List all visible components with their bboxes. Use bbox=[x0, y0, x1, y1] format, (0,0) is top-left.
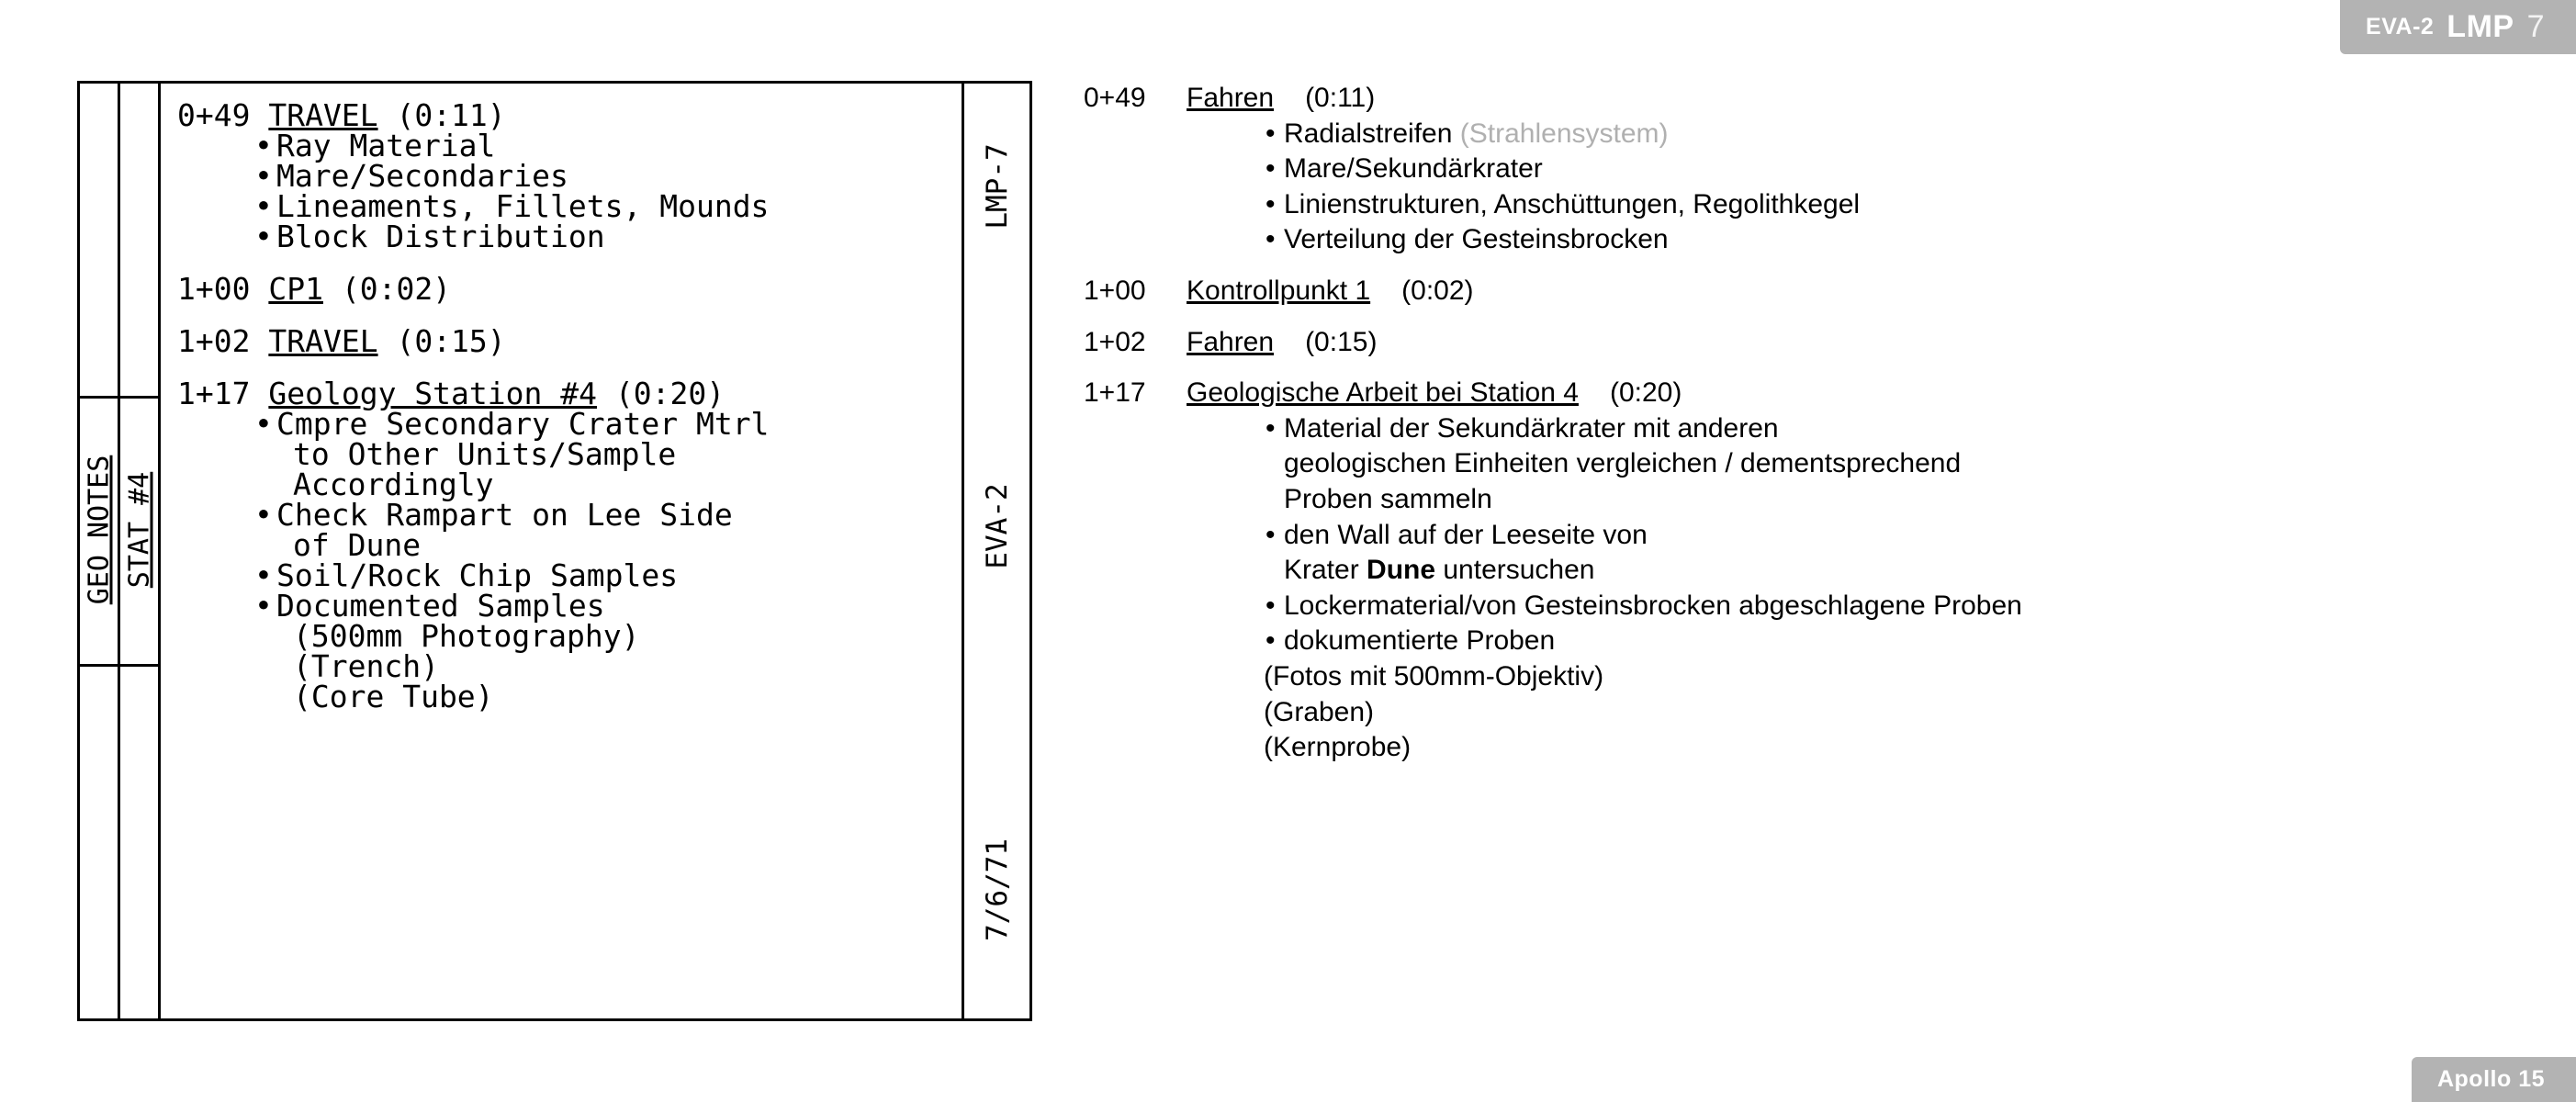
footer-tag-mission-label: Apollo 15 bbox=[2436, 1066, 2545, 1092]
translation-item: • Linienstrukturen, Anschüttungen, Regolithkegel bbox=[1084, 189, 2516, 220]
translation-item: • Material der Sekundärkrater mit anderen bbox=[1084, 413, 2516, 444]
translation-item-note: (Strahlensystem) bbox=[1459, 118, 1669, 149]
translation-item-cont: Proben sammeln bbox=[1284, 483, 1492, 514]
translation-block-time: 1+00 bbox=[1084, 275, 1146, 306]
cuff-label-station: STAT #4 bbox=[123, 471, 155, 589]
cuff-item-cont: of Dune bbox=[293, 527, 422, 563]
translation-item-emphasis: Dune bbox=[1367, 555, 1436, 586]
cuff-block-duration: (0:11) bbox=[396, 97, 506, 133]
translation-block-title: Geologische Arbeit bei Station 4 bbox=[1187, 377, 1579, 409]
translation-item: • Lockermaterial/von Gesteinsbrocken abgeschlagene Proben bbox=[1084, 590, 2516, 622]
cuff-item: • Block Distribution bbox=[177, 221, 962, 252]
header-tag-eva2-lmp bbox=[2340, 0, 2576, 54]
translation-item-text: Radialstreifen bbox=[1284, 118, 1453, 149]
translation-item-plain: (Fotos mit 500mm-Objektiv) bbox=[1264, 660, 1604, 692]
translation-block-header bbox=[1084, 377, 2516, 409]
translation-block-header bbox=[1084, 327, 2516, 358]
cuff-block-items bbox=[177, 130, 962, 252]
translation-item-cont bbox=[1084, 555, 2516, 586]
cuff-block-duration: (0:02) bbox=[341, 271, 452, 307]
cuff-label-date: 7/6/71 bbox=[980, 838, 1014, 941]
translation-block-duration: (0:20) bbox=[1609, 377, 1682, 409]
cuff-block-header bbox=[177, 323, 962, 359]
cuff-item-cont: (Trench) bbox=[293, 648, 439, 684]
cuff-item: • Cmpre Secondary Crater Mtrl bbox=[177, 409, 962, 439]
translation-item-pre: Krater bbox=[1284, 555, 1367, 586]
cuff-checklist-card bbox=[77, 81, 1032, 1021]
cuff-block-title: TRAVEL bbox=[268, 323, 378, 359]
cuff-block-time: 1+00 bbox=[177, 271, 251, 307]
translation-block-header bbox=[1084, 276, 2516, 307]
translation-item: • Verteilung der Gesteinsbrocken bbox=[1084, 224, 2516, 255]
cuff-block bbox=[177, 323, 962, 359]
translation-block-title: Kontrollpunkt 1 bbox=[1187, 275, 1371, 306]
cuff-item-cont: to Other Units/Sample bbox=[293, 436, 677, 472]
translation-item-plain: (Graben) bbox=[1264, 696, 1375, 727]
translation-block-title: Fahren bbox=[1187, 326, 1275, 357]
translation-block-title: Fahren bbox=[1187, 83, 1275, 113]
translation-item-plain: (Kernprobe) bbox=[1264, 732, 1412, 763]
cuff-timeline-body bbox=[161, 84, 962, 1018]
cuff-column-side-labels bbox=[962, 84, 1029, 1018]
cuff-column-geo-notes bbox=[80, 84, 120, 1018]
cuff-item-cont: (500mm Photography) bbox=[293, 618, 640, 654]
header-tag-eva-label: EVA-2 bbox=[2366, 14, 2435, 39]
cuff-item: • Documented Samples bbox=[177, 590, 962, 621]
cuff-item: • Mare/Secondaries bbox=[177, 161, 962, 191]
translation-block-time: 0+49 bbox=[1084, 83, 1146, 113]
translation-item: • dokumentierte Proben bbox=[1084, 625, 2516, 657]
cuff-block-time: 1+17 bbox=[177, 376, 251, 411]
translation-block-time: 1+17 bbox=[1084, 377, 1146, 409]
translation-block-duration: (0:02) bbox=[1401, 275, 1474, 306]
footer-tag-mission bbox=[2412, 1057, 2576, 1102]
header-tag-crew-label: LMP bbox=[2447, 9, 2514, 44]
translation-block bbox=[1084, 83, 2516, 255]
translation-item bbox=[1084, 118, 2516, 150]
cuff-block-header bbox=[177, 97, 962, 133]
cuff-label-geo-notes: GEO NOTES bbox=[83, 455, 115, 605]
cuff-block-header bbox=[177, 378, 962, 409]
cuff-block bbox=[177, 271, 962, 307]
cuff-block bbox=[177, 378, 962, 712]
cuff-block-items bbox=[177, 406, 962, 714]
header-tag-page-number: 7 bbox=[2526, 9, 2545, 44]
cuff-block bbox=[177, 97, 962, 254]
cuff-block-title: Geology Station #4 bbox=[268, 376, 597, 411]
translation-block-time: 1+02 bbox=[1084, 326, 1146, 357]
translation-block bbox=[1084, 377, 2516, 763]
cuff-item-cont: Accordingly bbox=[293, 467, 494, 502]
translation-item: • den Wall auf der Leeseite von bbox=[1084, 520, 2516, 551]
translation-block-header bbox=[1084, 83, 2516, 114]
cuff-block-time: 0+49 bbox=[177, 97, 251, 133]
cuff-item: • Lineaments, Fillets, Mounds bbox=[177, 191, 962, 221]
cuff-block-title: CP1 bbox=[268, 271, 323, 307]
translation-block-duration: (0:11) bbox=[1305, 83, 1376, 113]
cuff-column-station bbox=[120, 84, 161, 1018]
cuff-block-duration: (0:15) bbox=[396, 323, 506, 359]
cuff-item: • Ray Material bbox=[177, 130, 962, 161]
cuff-block-title: TRAVEL bbox=[268, 97, 378, 133]
translation-item: • Mare/Sekundärkrater bbox=[1084, 153, 2516, 185]
cuff-label-lmp-page: LMP-7 bbox=[980, 143, 1014, 230]
cuff-label-eva: EVA-2 bbox=[980, 483, 1014, 569]
translation-block-items bbox=[1084, 118, 2516, 255]
cuff-block-header bbox=[177, 271, 962, 307]
translation-block bbox=[1084, 276, 2516, 307]
translation-block-items bbox=[1084, 413, 2516, 763]
cuff-block-time: 1+02 bbox=[177, 323, 251, 359]
translation-block bbox=[1084, 327, 2516, 358]
translation-item-cont: geologischen Einheiten vergleichen / dementsprechend bbox=[1284, 448, 1962, 479]
cuff-item-cont: (Core Tube) bbox=[293, 679, 494, 714]
translation-item-post: untersuchen bbox=[1435, 555, 1595, 586]
cuff-item: • Soil/Rock Chip Samples bbox=[177, 560, 962, 590]
translation-column bbox=[1084, 83, 2516, 783]
cuff-block-duration: (0:20) bbox=[614, 376, 726, 411]
translation-block-duration: (0:15) bbox=[1305, 326, 1378, 357]
cuff-item: • Check Rampart on Lee Side bbox=[177, 500, 962, 530]
